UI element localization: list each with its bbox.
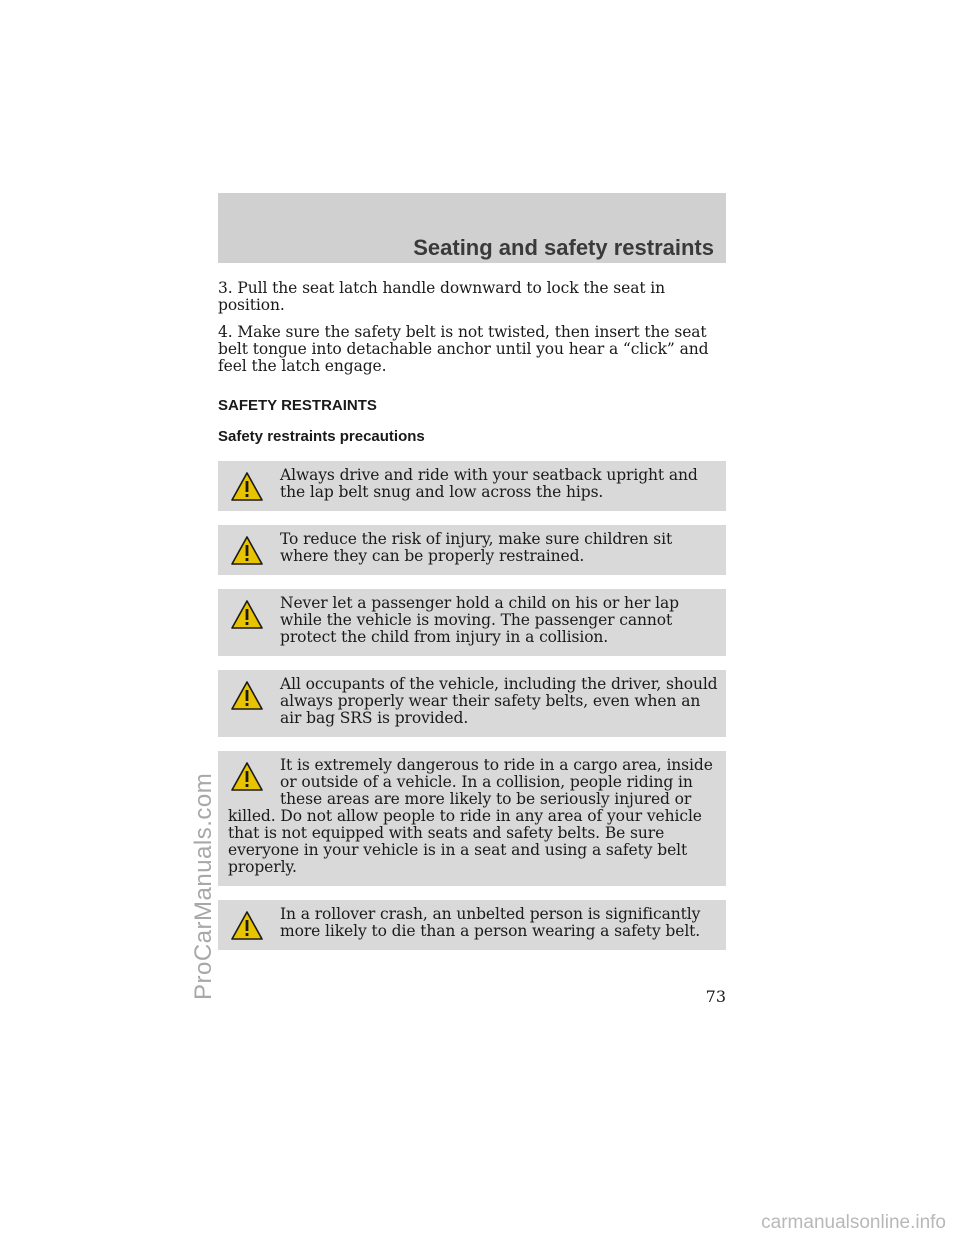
warning-triangle-icon	[230, 680, 264, 714]
subsection-heading: Safety restraints precautions	[218, 428, 425, 445]
warning-box	[218, 461, 726, 511]
warning-triangle-icon	[230, 761, 264, 795]
step-4: 4. Make sure the safety belt is not twisted, then insert the seat belt tongue into detachable anchor until you hear a “click” and feel the latch engage.	[218, 323, 709, 375]
warning-text: All occupants of the vehicle, including the driver, should always properly wear their safety belts, even when an air bag SRS is provided.	[280, 675, 718, 727]
section-title: Seating and safety restraints	[413, 235, 714, 260]
warning-text: In a rollover crash, an unbelted person is significantly more likely to die than a person wearing a safety belt.	[280, 905, 701, 940]
warning-text: Never let a passenger hold a child on his or her lap while the vehicle is moving. The passenger cannot protect the child from injury in a collision.	[280, 594, 679, 646]
warning-triangle-icon	[230, 471, 264, 505]
warning-text: It is extremely dangerous to ride in a cargo area, inside or outside of a vehicle. In a collision, people riding in these areas are more likely to be seriously injured or killed. Do not allow people to ride in any area of your vehicle that is not equipped with seats and safety belts. Be sure everyone in your vehicle is in a seat and using a safety belt properly.	[228, 756, 713, 876]
warning-triangle-icon	[230, 535, 264, 569]
warning-box	[218, 670, 726, 737]
warning-box	[218, 751, 726, 886]
step-3: 3. Pull the seat latch handle downward to lock the seat in position.	[218, 279, 666, 314]
side-watermark: ProCarManuals.com	[190, 772, 217, 1000]
section-heading: SAFETY RESTRAINTS	[218, 397, 377, 414]
warning-text: Always drive and ride with your seatback upright and the lap belt snug and low across the hips.	[280, 466, 698, 501]
warning-triangle-icon	[230, 910, 264, 944]
warning-box	[218, 525, 726, 575]
page-number: 73	[705, 987, 726, 1006]
page-content	[218, 280, 726, 964]
footer-watermark: carmanualsonline.info	[761, 1212, 946, 1233]
warning-box	[218, 900, 726, 950]
section-header-band	[218, 193, 726, 263]
warning-box	[218, 589, 726, 656]
warning-triangle-icon	[230, 599, 264, 633]
warning-text: To reduce the risk of injury, make sure children sit where they can be properly restrained.	[280, 530, 673, 565]
